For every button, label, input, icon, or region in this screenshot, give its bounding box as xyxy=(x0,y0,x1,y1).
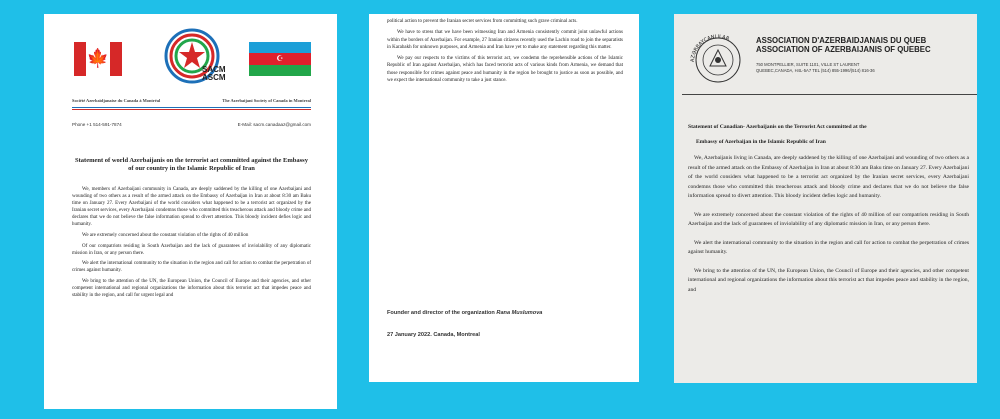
paragraph: We alert the international community to the situation in the region and call for action to combat the perpetration of crimes against humanity. xyxy=(72,261,311,274)
statement-body xyxy=(688,154,969,304)
azerbaijan-flag-icon xyxy=(249,42,311,76)
association-name-fr: ASSOCIATION D'AZERBAIDJANAIS DU QUEB xyxy=(756,36,927,45)
paragraph: We bring to the attention of the UN, the European Union, the Council of Europe and their agencies, and other competent international and regional organizations the information about this terrorist act that impedes peace and stability in the region, and xyxy=(688,267,969,293)
paragraph: Of our compatriots residing in South Azerbaijan and the lack of guarantees of inviolability of any diplomatic mission in Iran, or any person there. xyxy=(72,243,311,256)
association-names xyxy=(756,36,931,54)
contact-line xyxy=(72,122,311,127)
sacm-logo-text: SACM ASCM xyxy=(202,65,226,82)
signature-name: Rana Muslumova xyxy=(496,310,543,316)
date-line: 27 January 2022. Canada, Montreal xyxy=(387,332,480,338)
statement-body xyxy=(72,186,311,303)
statement-title: Statement of Canadian- Azerbaijanis on the Terrorist Act committed at the Embassy of Azerbaijan in the Islamic Republic of Iran xyxy=(688,124,867,145)
paragraph: We alert the international community to the situation in the region and call for action to combat the perpetration of crimes against humanity. xyxy=(688,239,969,255)
phone-number: Phone +1 514-591-7874 xyxy=(72,122,122,127)
logo-ring-text: AZƏRBAYCANLILAR xyxy=(689,33,731,63)
statement-page-3 xyxy=(674,14,977,383)
signature-line xyxy=(387,310,542,316)
statement-title: Statement of world Azerbaijanis on the terrorist act committed against the Embassy of our country in the Islamic Republic of Iran xyxy=(75,157,308,172)
organization-names xyxy=(72,98,311,103)
letterhead-divider xyxy=(682,94,977,95)
association-logo-icon xyxy=(684,28,752,84)
canada-flag-icon xyxy=(74,42,122,76)
association-address: 750 MONTPELLIER, SUITE 1101, VILLE ST LAURENT QUEBEC,CANADA, H4L-5A7 TEL (514) 855-1996/(514) 816-36 xyxy=(756,62,875,73)
paragraph: We, members of Azerbaijani community in Canada, are deeply saddened by the killing of one Azerbaijani and wounding of two others as a result of the armed attack on the Embassy of Azerbaijan in Iran at about 8:30 am Baku time on January 27. Every Azerbaijani of the world considers what happened to be a terrorist act organized by the Iranian secret services, every Azerbaijani condemns those who committed this treacherous attack and bloody crime and declares that we do not believe the false information spread to divert attention. This bloody incident defies logic and humanity. xyxy=(72,187,311,228)
paragraph: political action to prevent the Iranian secret services from committing such grave criminal acts. xyxy=(387,19,578,24)
signature-label: Founder and director of the organization xyxy=(387,310,495,316)
email-address: E-Mail: sacm.canadaaz@gmail.com xyxy=(237,122,311,127)
association-name-en: ASSOCIATION OF AZERBAIJANIS OF QUEBEC xyxy=(756,45,931,54)
association-letterhead xyxy=(684,26,973,86)
paragraph: We are extremely concerned about the constant violation of the rights of 40 million xyxy=(82,233,249,239)
org-name-fr: Société Azerbaïdjanaise du Canada à Montréal xyxy=(72,98,161,103)
org-name-en: The Azerbaijani Society of Canada in Montreal xyxy=(222,98,311,103)
paragraph: We are extremely concerned about the constant violation of the rights of 40 million of our compatriots residing in South Azerbaijan and the lack of guarantees of inviolability of any diplomatic mission in Iran, or any person there. xyxy=(688,211,969,227)
paragraph: We bring to the attention of the UN, the European Union, the Council of Europe and their agencies, and other competent international and regional organizations the information about this terrorist act that impedes peace and stability in the region, and call for urgent legal and xyxy=(72,279,311,299)
svg-text:AZƏRBAYCANLILAR xyxy=(690,34,731,62)
paragraph: We pay our respects to the victims of this terrorist act, we condemn the reprehensible actions of the Islamic Republic of Iran against Azerbaijan, which has faced terrorist acts of various kinds from Armenia, we demand that those responsible for crimes against peace and humanity in the region be brought to justice as soon as possible, and we expect the international community to take a just stance. xyxy=(387,56,623,84)
maple-leaf-icon: 🍁 xyxy=(86,48,110,69)
crescent-star-icon: ☪ xyxy=(276,54,284,64)
letterhead-divider xyxy=(72,107,311,110)
statement-body-continued xyxy=(387,18,623,88)
paragraph: We have to stress that we have been witnessing Iran and Armenia consistently commit joint unlawful actions within the borders of Azerbaijan. For example, 27 Iranian citizens recently used the Lachin road to join the separatists in Karabakh for unknown purposes, and Armenia and Iran have yet to make any statement regarding this matter. xyxy=(387,30,623,50)
paragraph: We, Azerbaijanis living in Canada, are deeply saddened by the killing of one Azerbaijani and wounding of two others as a result of the armed attack on the Embassy of Azerbaijan in Iran at about 8:30 am Baku time on January 27. Every Azerbaijani of the world considers what happened to be a terrorist act organized by the Iranian secret services, every Azerbaijani condemns those who committed this treacherous attack and bloody crime and declares that we do not believe the false information spread to divert attention. This bloody incident defies logic and humanity. xyxy=(688,155,969,199)
statement-page-1 xyxy=(44,14,337,409)
letterhead-flags xyxy=(44,14,337,92)
statement-page-2 xyxy=(369,14,639,382)
